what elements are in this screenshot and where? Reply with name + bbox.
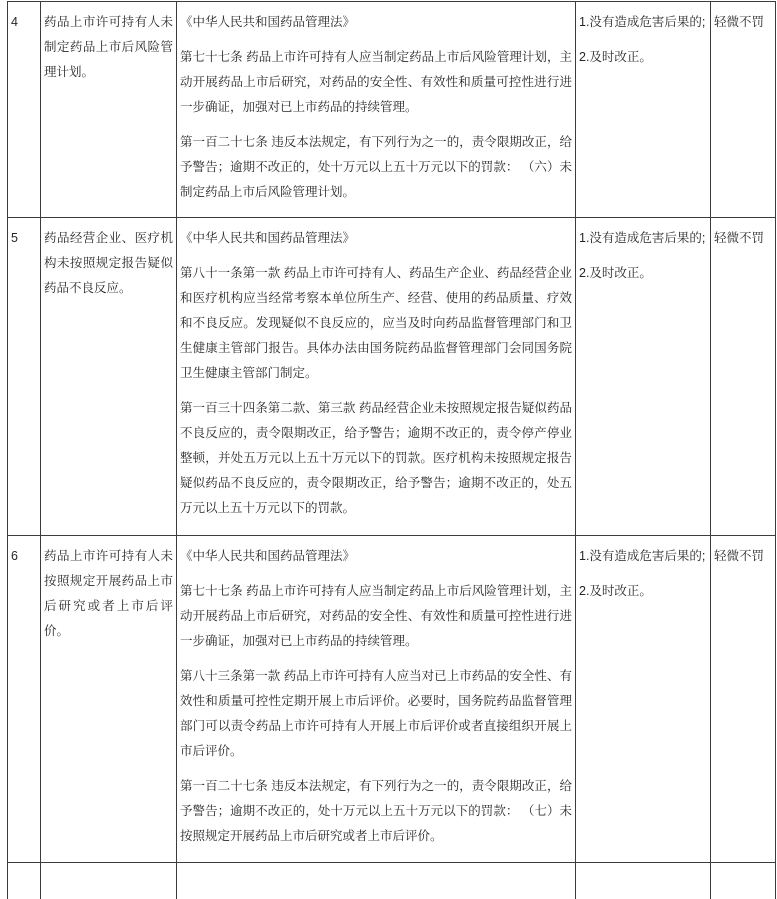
- row-number-cell: [8, 863, 41, 899]
- legal-basis-paragraph: 第七十七条 药品上市许可持有人应当制定药品上市后风险管理计划，主动开展药品上市后研究，对药品的安全性、有效性和质量可控性进行进一步确证，加强对已上市药品的持续管理。: [180, 45, 572, 120]
- row-number: 4: [11, 10, 37, 35]
- condition-item: 2.及时改正。: [579, 579, 707, 604]
- legal-basis-paragraph: 第七十七条 药品上市许可持有人应当制定药品上市后风险管理计划，主动开展药品上市后研究，对药品的安全性、有效性和质量可控性进行进一步确证，加强对已上市药品的持续管理。: [180, 579, 572, 654]
- penalty-rules-table: [7, 1, 776, 899]
- condition-item: 2.及时改正。: [579, 261, 707, 286]
- conditions-cell: [576, 863, 711, 899]
- violation-cell: [41, 863, 177, 899]
- penalty-level-cell: [711, 863, 776, 899]
- conditions-cell: [576, 218, 711, 536]
- legal-basis-cell: [177, 536, 576, 863]
- row-number-cell: [8, 536, 41, 863]
- table-row: [8, 536, 776, 863]
- legal-basis-paragraph: 第一百二十七条 违反本法规定，有下列行为之一的，责令限期改正，给予警告；逾期不改正的，处十万元以上五十万元以下的罚款： （六）未制定药品上市后风险管理计划。: [180, 130, 572, 205]
- row-number: 6: [11, 544, 37, 569]
- law-title: 《中华人民共和国药品管理法》: [180, 226, 572, 251]
- legal-basis-paragraph: 第一百三十四条第二款、第三款 药品经营企业未按照规定报告疑似药品不良反应的，责令限期改正，给予警告；逾期不改正的，责令停产停业整顿，并处五万元以上五十万元以下的罚款。医疗机构未按照规定报告疑似药品不良反应的，责令限期改正，给予警告；逾期不改正的，处五万元以上五十万元以下的罚款。: [180, 396, 572, 521]
- penalty-level: 轻微不罚: [714, 226, 772, 251]
- table-row-cutoff: [8, 863, 776, 899]
- conditions-cell: [576, 536, 711, 863]
- row-number-cell: [8, 218, 41, 536]
- violation-text: 药品上市许可持有人未按照规定开展药品上市后研究或者上市后评价。: [44, 544, 173, 644]
- law-title: 《中华人民共和国药品管理法》: [180, 10, 572, 35]
- penalty-level: 轻微不罚: [714, 10, 772, 35]
- penalty-level-cell: [711, 536, 776, 863]
- table-row: [8, 2, 776, 218]
- violation-text: 药品上市许可持有人未制定药品上市后风险管理计划。: [44, 10, 173, 85]
- legal-basis-paragraph: 第八十一条第一款 药品上市许可持有人、药品生产企业、药品经营企业和医疗机构应当经常考察本单位所生产、经营、使用的药品质量、疗效和不良反应。发现疑似不良反应的，应当及时向药品监督管理部门和卫生健康主管部门报告。具体办法由国务院药品监督管理部门会同国务院卫生健康主管部门制定。: [180, 261, 572, 386]
- row-number-cell: [8, 2, 41, 218]
- condition-item: 1.没有造成危害后果的;: [579, 544, 707, 569]
- condition-item: 1.没有造成危害后果的;: [579, 226, 707, 251]
- condition-item: 1.没有造成危害后果的;: [579, 10, 707, 35]
- penalty-level-cell: [711, 2, 776, 218]
- legal-basis-cell: [177, 863, 576, 899]
- violation-text: 药品经营企业、医疗机构未按照规定报告疑似药品不良反应。: [44, 226, 173, 301]
- penalty-level: 轻微不罚: [714, 544, 772, 569]
- legal-basis-paragraph: 第一百二十七条 违反本法规定，有下列行为之一的，责令限期改正，给予警告；逾期不改正的，处十万元以上五十万元以下的罚款： （七）未按照规定开展药品上市后研究或者上市后评价。: [180, 774, 572, 849]
- penalty-level-cell: [711, 218, 776, 536]
- violation-cell: [41, 218, 177, 536]
- conditions-cell: [576, 2, 711, 218]
- violation-cell: [41, 2, 177, 218]
- row-number: 5: [11, 226, 37, 251]
- legal-basis-cell: [177, 2, 576, 218]
- legal-basis-cell: [177, 218, 576, 536]
- law-title: 《中华人民共和国药品管理法》: [180, 544, 572, 569]
- legal-basis-paragraph: 第八十三条第一款 药品上市许可持有人应当对已上市药品的安全性、有效性和质量可控性定期开展上市后评价。必要时，国务院药品监督管理部门可以责令药品上市许可持有人开展上市后评价或者直接组织开展上市后评价。: [180, 664, 572, 764]
- violation-cell: [41, 536, 177, 863]
- condition-item: 2.及时改正。: [579, 45, 707, 70]
- table-row: [8, 218, 776, 536]
